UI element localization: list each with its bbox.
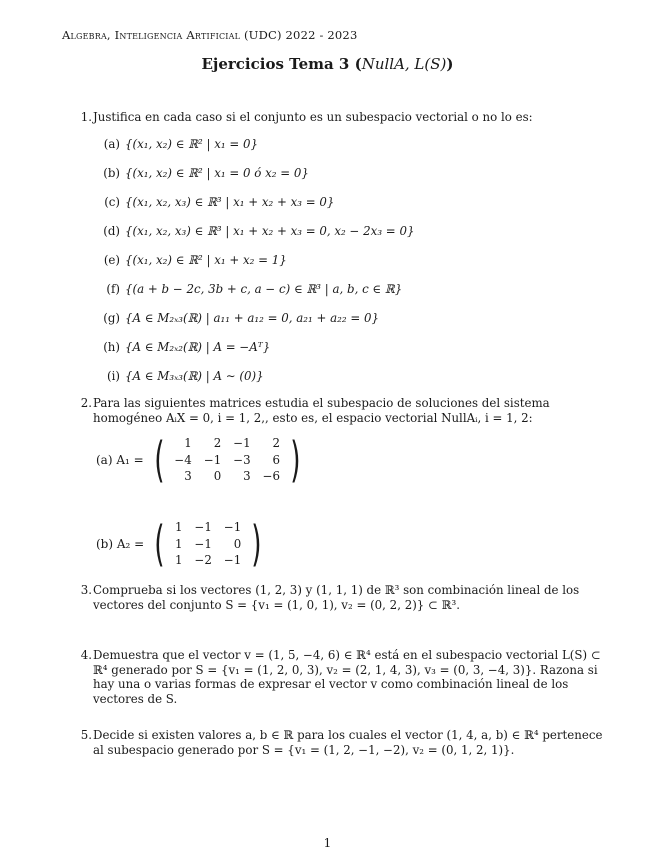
matrix-cell: 2 [213,436,222,450]
matrix-cell: 0 [233,536,242,551]
matrix-cell: −1 [223,520,242,534]
matrix-label: (b) A₂ = [96,536,145,551]
matrix-table [168,435,286,485]
matrix-cell: −1 [223,553,242,568]
matrix-cell: −1 [203,452,222,467]
matrix-a1 [96,432,305,489]
exercise-4 [78,648,608,707]
exercise-number: 3. [80,583,92,597]
matrix-cell: 3 [243,469,251,484]
list-item: (d) {(x₁, x₂, x₃) ∈ ℝ³ | x₁ + x₂ + x₃ = 0, x₂ − 2x₃ = 0} [103,224,415,238]
matrix-cell: 1 [184,436,192,450]
exercise-2 [78,396,608,425]
matrix-cell: −2 [194,553,212,568]
matrix-cell: 1 [174,553,183,568]
matrix-cell: −1 [194,536,212,551]
list-item: (h) {A ∈ M₂ₓ₂(ℝ) | A = −Aᵀ} [103,340,271,354]
matrix-cell: −1 [233,436,251,450]
matrix-cell: 3 [184,469,192,484]
matrix-cell: 6 [272,452,280,467]
list-item: (i) {A ∈ M₃ₓ₃(ℝ) | A ∼ (0)} [107,369,264,383]
matrix-cell: −6 [262,469,280,484]
exercise-3 [78,583,608,612]
exercise-number: 1. [80,110,92,124]
matrix-cell: −3 [233,452,251,467]
list-item: (g) {A ∈ M₂ₓ₃(ℝ) | a₁₁ + a₁₂ = 0, a₂₁ + a₂₂ = 0} [103,311,379,325]
left-paren: ( [153,432,165,489]
matrix-cell: 0 [213,469,222,484]
exercise-text: Decide si existen valores a, b ∈ ℝ para los cuales el vector (1, 4, a, b) ∈ ℝ⁴ pertenece al subespacio generado por S = {v₁ = (1, 2, −1, −2), v₂ = (0, 1, 2, 1)}. [93,728,603,757]
list-item: (b) {(x₁, x₂) ∈ ℝ² | x₁ = 0 ó x₂ = 0} [103,166,309,180]
matrix-cell: −1 [194,520,212,534]
exercise-number: 4. [80,648,92,662]
matrix-cell: 1 [174,536,183,551]
right-paren: ) [290,432,301,489]
matrix-cell: −4 [174,452,192,467]
exercise-number: 2. [80,396,92,410]
course-header: Algebra, Inteligencia Artificial (UDC) 2022 - 2023 [62,28,358,42]
exercise-text: Demuestra que el vector v = (1, 5, −4, 6) ∈ ℝ⁴ está en el subespacio vectorial L(S) ⊂ ℝ⁴ generado por S = {v₁ = (1, 2, 0, 3), v₂ = (2, 1, 4, 3), v₃ = (0, 3, −4, 3)}. Razona si hay una o varias formas de expresar el vector v como combinación lineal de los vectores de S. [93,648,601,707]
exercise-number: 5. [80,728,92,742]
matrix-cell: 2 [272,436,280,450]
right-paren: ) [251,516,262,573]
matrix-cell: 1 [174,520,183,534]
list-item: (a) {(x₁, x₂) ∈ ℝ² | x₁ = 0} [103,137,258,151]
page-number: 1 [323,836,332,850]
matrix-label: (a) A₁ = [96,452,144,467]
left-paren: ( [154,516,165,573]
exercise-text: Para las siguientes matrices estudia el subespacio de soluciones del sistema homogéneo AᵢX = 0, i = 1, 2,, esto es, el espacio vectorial NullAᵢ, i = 1, 2: [93,396,550,425]
matrix-a2 [96,516,266,573]
list-item: (c) {(x₁, x₂, x₃) ∈ ℝ³ | x₁ + x₂ + x₃ = 0} [104,195,335,209]
exercise-text: Justifica en cada caso si el conjunto es un subespacio vectorial o no lo es: [93,110,533,124]
list-item: (e) {(x₁, x₂) ∈ ℝ² | x₁ + x₂ = 1} [103,253,287,267]
exercise-text: Comprueba si los vectores (1, 2, 3) y (1, 1, 1) de ℝ³ son combinación lineal de los vectores del conjunto S = {v₁ = (1, 0, 1), v₂ = (0, 2, 2)} ⊂ ℝ³. [93,583,580,612]
matrix-table [169,519,247,569]
page-title: Ejercicios Tema 3 (NullA, L(S)) [201,55,454,73]
exercise-1 [78,110,608,125]
list-item: (f) {(a + b − 2c, 3b + c, a − c) ∈ ℝ³ | a, b, c ∈ ℝ} [106,282,403,296]
exercise-5 [78,728,608,757]
